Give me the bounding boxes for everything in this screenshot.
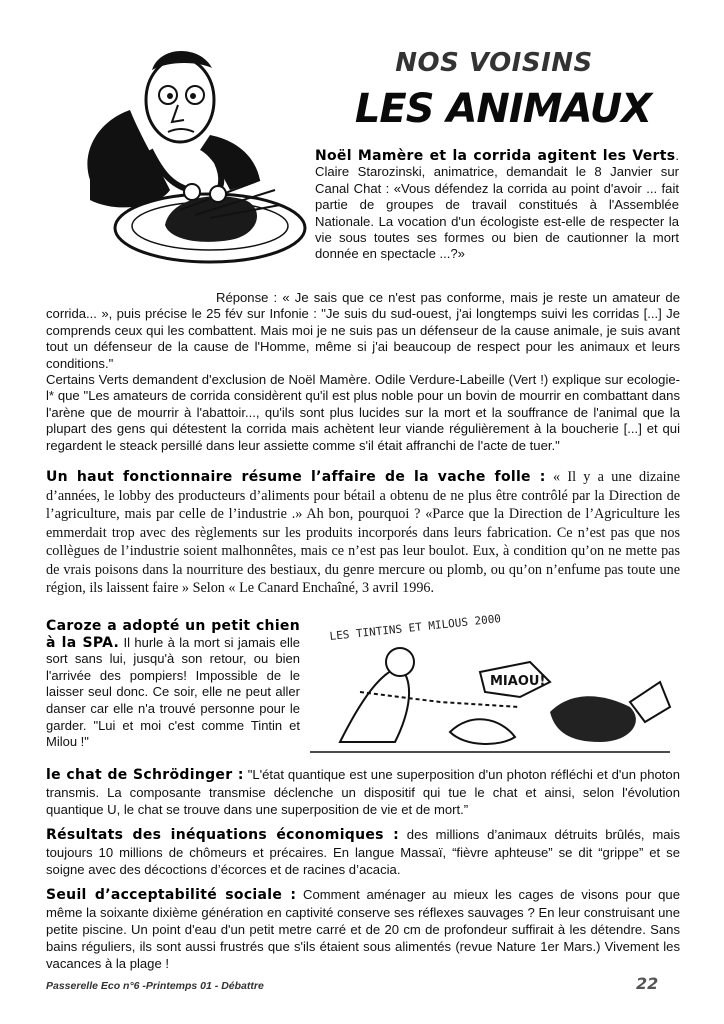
resultats-heading: Résultats des inéquations économiques :: [46, 827, 400, 843]
reponse-paragraph: Réponse : « Je sais que ce n'est pas conforme, mais je reste un amateur de corrida... », puis précise le 25 fév sur Infonie : "Je suis du sud-ouest, j'ai longtemps suivi les corridas [...] Je comprends ceux qui les combattent. Mais moi je ne suis pas un défenseur de la cause animale, je suis avant tout un défenseur de la cause de l'Homme, même si j'ai beaucoup de respect pour les animaux et leurs conditions.": [46, 290, 680, 371]
resultats-text: des millions d’animaux détruits brûlés, mais toujours 10 millions de chômeurs et précaires. En langue Massaï, “fièvre aphteuse” se dit “grippe” et se soigne avec des décoctions d’écorces et de racines d’acacia.: [46, 827, 680, 877]
vache-heading: Un haut fonctionnaire résume l’affaire de la vache folle :: [46, 469, 546, 485]
cartoon-bubble: MIAOU!: [490, 674, 546, 689]
main-article-body: [46, 290, 680, 454]
vache-text: « Il y a une dizaine d’années, le lobby des producteurs d’aliments pour bétail a obtenu de ne plus être contrôlé par la Direction de l’agriculture, mais par celle de l’industrie .» Ah bon, pourquoi ? «Parce que la Direction de l’Agriculture les emmerdait trop avec des règlements sur les produits incorporés dans leurs fabrication. Ce n’est pas que nos collègues de l’industrie soient malhonnêtes, mais ce n’est pas leur boulot. Eux, à condition qu’on ne mette pas de vrais poisons dans la nourriture des bestiaux, du genre mercure ou plomb, ou qu’on n’enfume pas toute une région, ils laissent faire » Selon « Le Canard Enchaîné, 3 avril 1996.: [46, 469, 680, 596]
page-title: LES ANIMAUX: [354, 86, 652, 132]
seuil-heading: Seuil d’acceptabilité sociale :: [46, 887, 297, 903]
section-resultats: [46, 826, 680, 878]
section-supertitle: NOS VOISINS: [395, 48, 593, 78]
intro-heading: Noël Mamère et la corrida agitent les Verts: [315, 148, 676, 164]
caroze-text: Il hurle à la mort si jamais elle sort sans lui, jusqu'à son retour, ou bien l'arrivée des pompiers! Impossible de le laisser seul donc. Ce soir, elle ne peut aller danser car elle n'a trouvé personne pour le garder. "Lui et moi c'est comme Tintin et Milou !": [46, 634, 300, 750]
chat-heading: le chat de Schrödinger :: [46, 767, 244, 783]
intro-text: . Claire Starozinski, animatrice, demandait le 8 Janvier sur Canal Chat : «Vous défendez la corrida au point d'avoir ... fait partie de groupes de travail constitués à l'Assemblée Nationale. La vocation d'un écologiste est-elle de respecter la vie sous toutes ses formes ou bien de cautionner la mort donnée en spectacle ...?»: [315, 148, 679, 262]
page-number: 22: [636, 974, 659, 993]
seuil-text: Comment aménager au mieux les cages de visons pour que même la soixante dixième génération en captivité conserve ses réflexes sauvages ? En leur construisant une petite piscine. Un point d'eau d'un petit metre carré et de 20 cm de profondeur suffirait à les détendre. Sans bains réguliers, ils sont aussi frustrés que s'ils étaient sous alimentés (revue Nature 1er Mars.) Vivement les vacances à la plage !: [46, 887, 680, 971]
section-seuil: [46, 886, 680, 972]
caroze-heading: Caroze a adopté un petit chien à la SPA.: [46, 618, 300, 651]
section-vache-folle: [46, 468, 680, 598]
cartoon-caption: LES TINTINS ET MILOUS 2000: [328, 612, 502, 643]
section-schrodinger: [46, 766, 680, 818]
section-caroze: [46, 618, 300, 751]
verts-paragraph: Certains Verts demandent d'exclusion de Noël Mamère. Odile Verdure-Labeille (Vert !) explique sur ecologie-l* que "Les amateurs de corrida considèrent qu'il est plus noble pour un bovin de mourrir en combattant dans l'arène que de mourrir à l'abattoir..., qu'ils sont plus lucides sur la mort et la souffrance de l'animal que la plupart des gens qui détestent la corrida mais achètent leur viande régulièrement à la boucherie [...] et qui regardent le steack persillé dans leur assiette comme s'il était affranchi de l'acte de tuer.": [46, 372, 680, 453]
intro-paragraph: [205, 148, 679, 263]
tintin-milou-cartoon: [300, 612, 680, 762]
footer-publication: Passerelle Eco n°6 -Printemps 01 - Débattre: [46, 980, 264, 992]
chat-text: "L'état quantique est une superposition d'un photon réfléchi et d'un photon transmis. La composante transmise déclenche un dispositif qui tue le chat et ainsi, selon l'évolution quantique U, le chat se trouve dans une superposition de vie et de mort.”: [46, 767, 680, 817]
